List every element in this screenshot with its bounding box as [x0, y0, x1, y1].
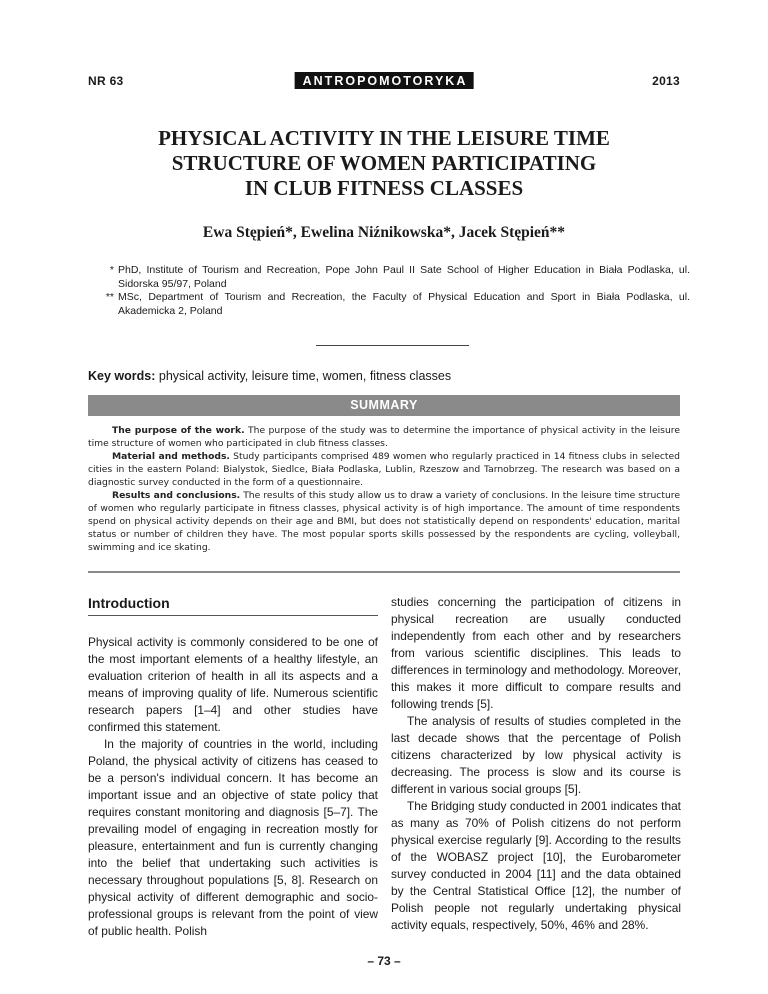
summary-paragraph	[88, 424, 680, 450]
affiliation	[88, 291, 690, 318]
summary-lead: The purpose of the work.	[112, 425, 245, 436]
journal-name: ANTROPOMOTORYKA	[295, 72, 474, 89]
publication-year: 2013	[652, 74, 680, 88]
page-number: – 73 –	[367, 954, 401, 968]
summary-text: The purpose of the study was to determine the importance of physical activity in the leisure time structure of women who participated in club fitness classes.	[88, 425, 680, 449]
summary-paragraph	[88, 489, 680, 554]
summary-abstract	[88, 424, 680, 554]
running-header	[88, 72, 680, 92]
right-column	[391, 594, 681, 934]
title-line: PHYSICAL ACTIVITY IN THE LEISURE TIME	[158, 126, 610, 150]
title-line: IN CLUB FITNESS CLASSES	[244, 176, 524, 200]
body-paragraph: The Bridging study conducted in 2001 indicates that as many as 70% of Polish citizens do not perform physical exercise regularly [9]. According to the results of the WOBASZ project [10], the Eurobarometer survey conducted in 2004 [11] and the data obtained by the Central Statistical Office [12], the number of Polish people not regularly undertaking physical activity equals, respectively, 50%, 46% and 28%.	[391, 799, 681, 932]
issue-number: NR 63	[88, 74, 124, 88]
separator-line	[316, 345, 469, 346]
affiliation-text: PhD, Institute of Tourism and Recreation, Pope John Paul II Sate School of Higher Education in Biała Podlaska, ul. Sidorska 95/97, Poland	[118, 264, 690, 290]
affiliation-text: MSc, Department of Tourism and Recreation, the Faculty of Physical Education and Sport in Biała Podlaska, ul. Akademicka 2, Poland	[118, 291, 690, 317]
summary-lead: Material and methods.	[112, 451, 230, 462]
body-paragraph: Physical activity is commonly considered to be one of the most important elements of a healthy lifestyle, an evaluation criterion of health in all its aspects and a means of improving quality of life. Numerous scientific research papers [1–4] and other studies have confirmed this statement.	[88, 635, 378, 734]
article-title	[100, 126, 668, 201]
keywords-label: Key words:	[88, 369, 156, 383]
affiliation-mark: **	[105, 291, 114, 303]
body-paragraph: In the majority of countries in the world, including Poland, the physical activity of citizens has ceased to be a person's individual concern. It has become an important issue and an objective of state policy that requires constant monitoring and diagnosis [5–7]. The prevailing model of engaging in recreation mostly for pleasure, entertainment and fun is currently changing into the belief that undertaking such activities is necessary throughout populations [5, 8]. Research on physical activity of different demographic and socio-professional groups is relevant from the point of view of public health. Polish	[88, 737, 378, 938]
affiliation-mark: *	[109, 264, 114, 276]
affiliations	[88, 264, 690, 318]
introduction-heading: Introduction	[88, 595, 378, 616]
summary-bottom-rule	[88, 571, 680, 573]
left-column	[88, 595, 378, 940]
body-paragraph: The analysis of results of studies completed in the last decade shows that the percentage of Polish citizens characterized by low physical activity is decreasing. The process is slow and its course is different in various social groups [5].	[391, 714, 681, 796]
summary-heading: SUMMARY	[88, 395, 680, 416]
keywords	[88, 369, 680, 383]
summary-text: Study participants comprised 489 women who regularly practiced in 14 fitness clubs in selected cities in the eastern Poland: Bialystok, Siedlce, Biała Podlaska, Lublin, Rzeszow and Tarnobrzeg. The research was based on a diagnostic survey conducted in the form of a questionnaire.	[88, 451, 680, 488]
summary-paragraph	[88, 450, 680, 489]
summary-text: The results of this study allow us to draw a variety of conclusions. In the leisure time structure of women who regularly participate in fitness classes, physical activity is of high importance. The amount of time respondents spend on physical activity depends on their age and BMI, but does not statistically depend on respondents' education, marital status or number of children they have. The most popular sports skills possessed by the respondents are cycling, volleyball, swimming and ice skating.	[88, 490, 680, 553]
body-paragraph: studies concerning the participation of citizens in physical recreation are usually conducted independently from each other and by researchers from various scientific disciplines. This leads to differences in terminology and methodology. Moreover, this makes it more difficult to compare results and following trends [5].	[391, 595, 681, 711]
title-line: STRUCTURE OF WOMEN PARTICIPATING	[171, 151, 597, 175]
keywords-text: physical activity, leisure time, women, fitness classes	[155, 369, 452, 383]
summary-lead: Results and conclusions.	[112, 490, 241, 501]
affiliation	[88, 264, 690, 291]
authors: Ewa Stępień*, Ewelina Niźnikowska*, Jacek Stępień**	[202, 224, 566, 241]
